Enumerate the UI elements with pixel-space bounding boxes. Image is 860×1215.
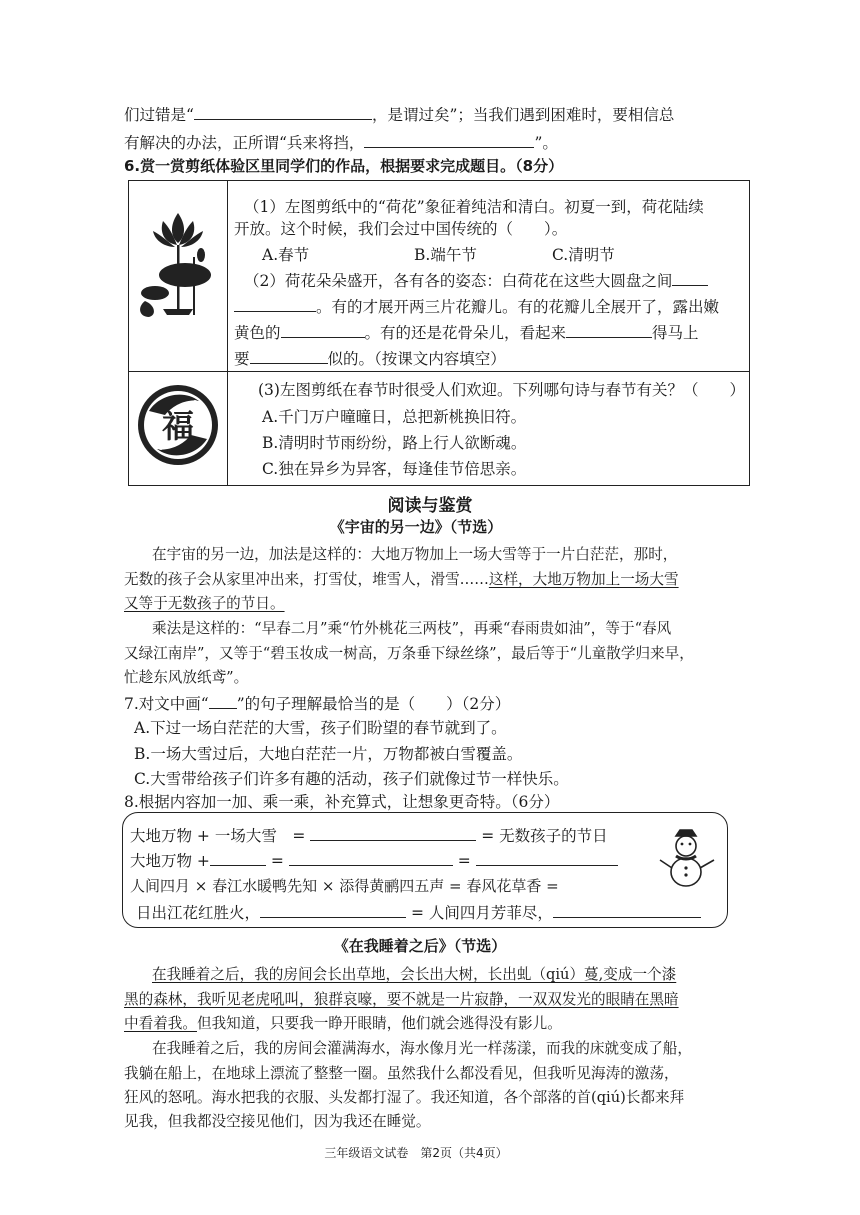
- text: 。有的还是花骨朵儿，看起来: [364, 324, 567, 342]
- text: 但我知道，只要我一睁开眼睛，他们就会逃得没有影儿。: [196, 1015, 562, 1032]
- underlined-sentence: 这样，大地万物加上一场大雪: [488, 571, 679, 588]
- text: = 人间四月芳菲尽，: [410, 904, 553, 922]
- text: 7.对文中画“: [124, 695, 209, 713]
- answer-blank[interactable]: [260, 903, 406, 918]
- q6-p1-line1: （1）左图剪纸中的“荷花”象征着纯洁和清白。初夏一到，荷花陆续: [244, 198, 704, 216]
- passage-title-1: 《宇宙的另一边》（节选）: [329, 518, 503, 536]
- q6-p2-line1: [244, 269, 708, 291]
- passage1-line4: 乘法是这样的：“早春二月”乘“竹外桃花三两枝”，再乘“春雨贵如油”，等于“春风: [152, 620, 672, 637]
- passage2-line6: 狂风的怒吼。海水把我的衣服、头发都打湿了。我还知道，各个部落的首(qiú)长都来拜: [124, 1089, 685, 1106]
- text: ”的句子理解最恰当的是（ ）（2分）: [236, 695, 511, 713]
- text: 似的。（按课文内容填空）: [327, 350, 506, 368]
- q8-stem: 8.根据内容加一加、乘一乘，补充算式，让想象更奇特。（6分）: [124, 793, 560, 811]
- top-line-1: [124, 103, 674, 125]
- divider: [227, 181, 228, 485]
- q6-p3-line1: (3)左图剪纸在春节时很受人们欢迎。下列哪句诗与春节有关？（ ）: [258, 381, 745, 399]
- q7-stem: [124, 692, 510, 714]
- top-line-2: [124, 131, 558, 153]
- text: 大地万物 + 一场大雪 =: [130, 827, 306, 845]
- divider: [129, 371, 749, 372]
- text: =: [457, 852, 471, 870]
- q6-p2-line3: [234, 321, 699, 343]
- text: =: [270, 852, 284, 870]
- passage1-line5: 又绿江南岸”，又等于“碧玉妆成一树高，万条垂下绿丝绦”，最后等于“儿童散学归来早，: [124, 645, 694, 662]
- fish-fu-papercut-image: [135, 381, 221, 471]
- text: 大地万物 +: [130, 852, 210, 870]
- text: 。有的才展开两三片花瓣儿。有的花瓣儿全展开了，露出嫩: [316, 298, 720, 316]
- answer-blank[interactable]: [234, 297, 316, 312]
- text: （2）荷花朵朵盛开，各有各的姿态：白荷花在这些大圆盘之间: [244, 272, 673, 290]
- q7-option-a[interactable]: A.下过一场白茫茫的大雪，孩子们盼望的春节就到了。: [134, 719, 507, 737]
- answer-blank[interactable]: [281, 323, 365, 338]
- q6-p2-line4: [234, 347, 506, 369]
- answer-blank[interactable]: [194, 105, 372, 120]
- answer-blank[interactable]: [210, 851, 266, 866]
- passage2-line4: 在我睡着之后，我的房间会灌满海水，海水像月光一样荡漾，而我的床就变成了船，: [152, 1040, 692, 1057]
- passage1-line2: [124, 568, 679, 589]
- q8-row-2: [130, 849, 618, 871]
- q8-row-1: [130, 824, 608, 846]
- passage2-line3: [124, 1012, 562, 1033]
- q6-p3-option-c[interactable]: C.独在异乡为异客，每逢佳节倍思亲。: [262, 460, 527, 478]
- passage1-line1: 在宇宙的另一边，加法是这样的：大地万物加上一场大雪等于一片白茫茫，那时，: [152, 546, 678, 563]
- snowman-image: [656, 826, 718, 890]
- q6-p3-option-a[interactable]: A.千门万户曈曈日，总把新桃换旧符。: [262, 408, 527, 426]
- text: 有解决的办法，正所谓“兵来将挡，: [124, 134, 365, 152]
- passage1-line6: 忙趁东风放纸鸢”。: [124, 669, 249, 686]
- text: = 无数孩子的节日: [481, 827, 608, 845]
- passage2-line1: 在我睡着之后，我的房间会长出草地，会长出大树，长出虬（qiú）蔓,变成一个漆: [152, 966, 677, 983]
- q6-p3-option-b[interactable]: B.清明时节雨纷纷，路上行人欲断魂。: [262, 434, 527, 452]
- q6-p2-line2: [234, 295, 719, 317]
- underlined-sentence: 中看着我。: [124, 1015, 197, 1032]
- answer-blank[interactable]: [476, 851, 618, 866]
- passage2-line7: 见我，但我都没空接见他们，因为我还在睡觉。: [124, 1113, 431, 1130]
- passage2-line2: 黑的森林，我听见老虎吼叫，狼群哀嚎，要不就是一片寂静，一双双发光的眼睛在黑暗: [124, 991, 679, 1008]
- lotus-papercut-image: [133, 205, 223, 325]
- answer-blank[interactable]: [250, 349, 328, 364]
- answer-blank[interactable]: [289, 851, 453, 866]
- q6-option-c[interactable]: C.清明节: [552, 246, 615, 264]
- text: 黄色的: [234, 324, 281, 342]
- text: ，是谓过矣”；当我们遇到困难时，要相信总: [371, 106, 675, 124]
- fu-character: 福: [161, 407, 195, 445]
- text: 日出江花红胜火，: [136, 904, 261, 922]
- answer-blank[interactable]: [553, 903, 701, 918]
- q8-row-4: [136, 901, 701, 923]
- section-title: 阅读与鉴赏: [387, 496, 473, 516]
- page-footer: 三年级语文试卷 第2页（共4页）: [324, 1146, 508, 1160]
- passage-title-2: 《在我睡着之后》（节选）: [333, 937, 507, 955]
- answer-blank[interactable]: [672, 271, 708, 286]
- text: ”。: [534, 134, 558, 152]
- text: 要: [234, 350, 250, 368]
- passage2-line5: 我躺在船上，在地球上漂流了整整一圈。虽然我什么都没看见，但我听见海涛的激荡，: [124, 1065, 679, 1082]
- passage1-line3: 又等于无数孩子的节日。: [124, 595, 285, 612]
- underline-mark: [209, 694, 237, 709]
- text: 得马上: [652, 324, 699, 342]
- q6-option-b[interactable]: B.端午节: [414, 246, 477, 264]
- q7-option-b[interactable]: B.一场大雪过后，大地白茫茫一片，万物都被白雪覆盖。: [134, 745, 523, 763]
- q6-heading: 6.赏一赏剪纸体验区里同学们的作品，根据要求完成题目。（8分）: [124, 157, 564, 175]
- text: 无数的孩子会从家里冲出来，打雪仗，堆雪人，滑雪……: [124, 571, 489, 588]
- q6-p1-line2: 开放。这个时候，我们会过中国传统的（ ）。: [234, 220, 568, 238]
- answer-blank[interactable]: [566, 323, 652, 338]
- answer-blank[interactable]: [310, 826, 476, 841]
- q6-option-a[interactable]: A.春节: [262, 246, 310, 264]
- q7-option-c[interactable]: C.大雪带给孩子们许多有趣的活动，孩子们就像过节一样快乐。: [134, 770, 569, 788]
- answer-blank[interactable]: [364, 133, 534, 148]
- text: 们过错是“: [124, 106, 194, 124]
- q8-row-3: 人间四月 × 春江水暖鸭先知 × 添得黄鹂四五声 = 春风花草香 =: [130, 877, 559, 895]
